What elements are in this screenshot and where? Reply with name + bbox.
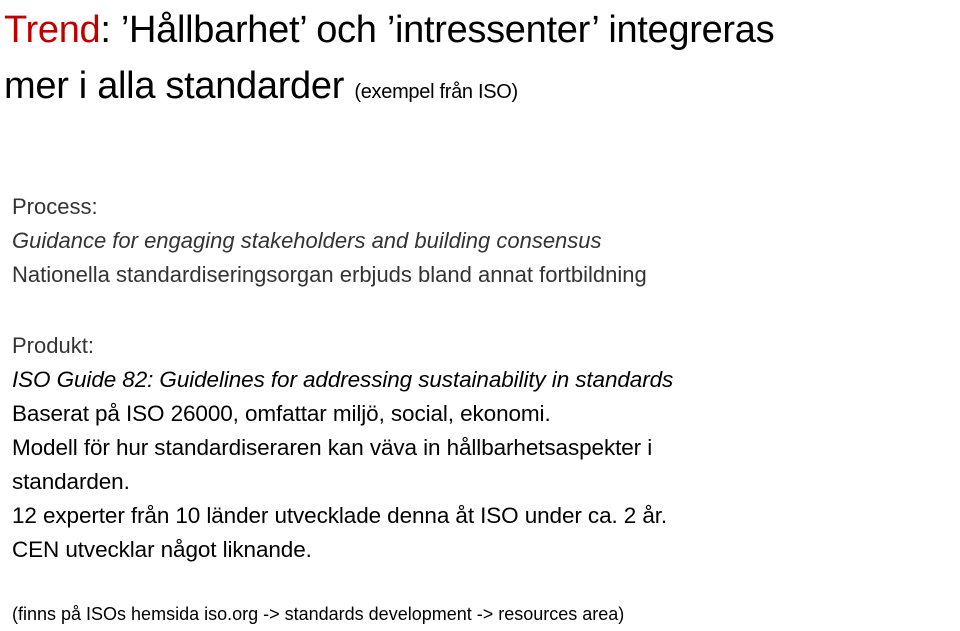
process-label: Process:	[12, 194, 98, 219]
footnote: (finns på ISOs hemsida iso.org -> standards development -> resources area)	[12, 604, 625, 624]
title-line-1	[4, 2, 956, 58]
produkt-item-experts: 12 experter från 10 länder utvecklade denna åt ISO under ca. 2 år.	[12, 503, 668, 528]
title-rest: : ’Hållbarhet’ och ’intressenter’ integreras	[100, 9, 775, 51]
title-accent: Trend	[4, 9, 101, 51]
produkt-item-model-line2: standarden.	[12, 469, 130, 494]
slide-title	[4, 2, 956, 120]
produkt-item-iso-guide: ISO Guide 82: Guidelines for addressing sustainability in standards	[12, 367, 674, 392]
title-line-2	[4, 58, 956, 120]
produkt-item-cen: CEN utvecklar något liknande.	[12, 537, 312, 562]
produkt-section	[12, 329, 952, 567]
title-line-2-main: mer i alla standarder	[4, 65, 345, 107]
process-item-guidance: Guidance for engaging stakeholders and building consensus	[12, 228, 602, 253]
process-section	[12, 190, 952, 292]
process-item-training: Nationella standardiseringsorgan erbjuds bland annat fortbildning	[12, 262, 647, 287]
produkt-item-iso26000: Baserat på ISO 26000, omfattar miljö, social, ekonomi.	[12, 401, 551, 426]
produkt-item-model-line1: Modell för hur standardiseraren kan väva in hållbarhetsaspekter i	[12, 435, 653, 460]
title-line-2-small: (exempel från ISO)	[354, 81, 518, 103]
produkt-label: Produkt:	[12, 333, 94, 358]
